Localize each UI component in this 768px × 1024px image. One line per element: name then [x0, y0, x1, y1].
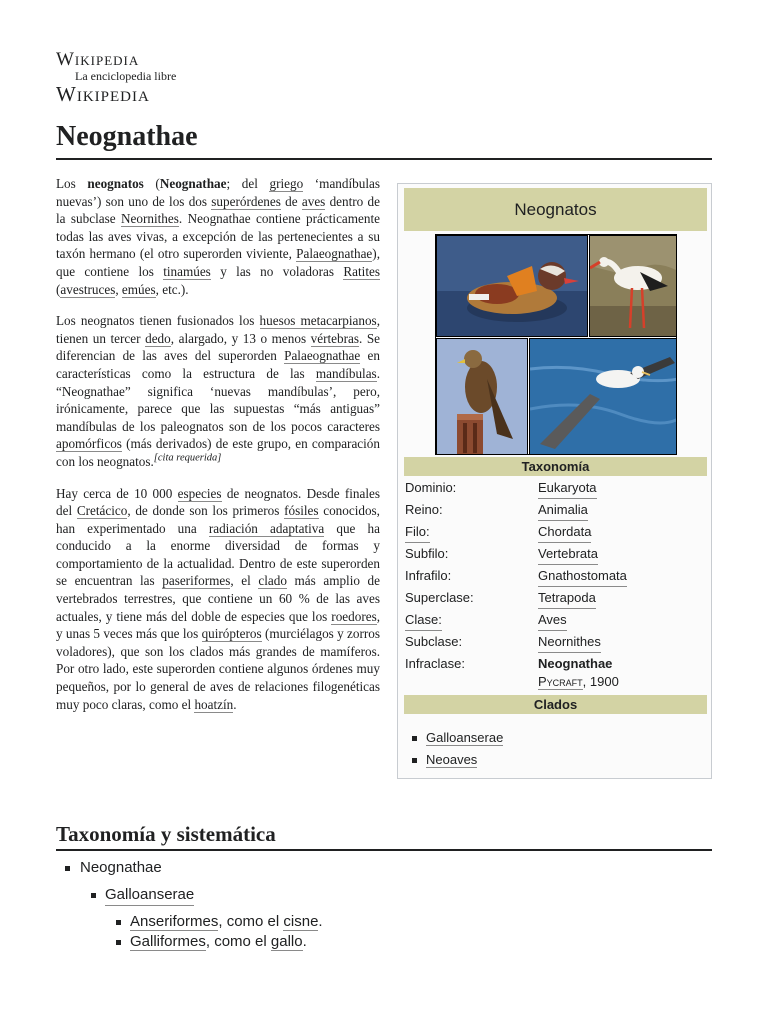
list-item	[412, 750, 503, 770]
taxobox	[397, 183, 712, 779]
taxonomy-value-link[interactable]: Chordata	[538, 522, 591, 543]
bullet-icon	[65, 866, 70, 871]
text-run: Hay cerca de 10 000	[56, 485, 178, 501]
text-run: , y unas 5 veces más que los	[56, 608, 380, 642]
article-link[interactable]: radiación adaptativa	[208, 520, 325, 536]
bullet-icon	[116, 940, 121, 945]
taxonomy-header: Taxonomía	[404, 457, 707, 476]
taxonomy-key: Subfilo:	[405, 546, 449, 561]
paragraph-intro	[56, 175, 380, 298]
taxonomy-value-link[interactable]: Neornithes	[538, 632, 601, 653]
text-run: ,	[115, 281, 122, 297]
text-run: , el	[230, 573, 259, 589]
mandarin-duck-photo	[436, 235, 588, 337]
taxonomy-value-link[interactable]: Animalia	[538, 500, 588, 521]
text-run: de	[280, 193, 302, 209]
article-link[interactable]: especies	[177, 485, 222, 501]
text-run: más amplio de vertebrados terrestres, que contiene un 60 % de las aves actuales, y tiene más del doble de especies que los	[56, 573, 380, 624]
text-run: y las no voladoras	[210, 263, 344, 279]
article-link[interactable]: aves	[301, 193, 326, 209]
article-link[interactable]: Neornithes	[121, 211, 179, 227]
bullet-icon	[91, 893, 96, 898]
authority-year: , 1900	[582, 674, 619, 689]
taxonomy-key: Subclase:	[405, 634, 463, 649]
text-run: ), que contiene los	[56, 246, 380, 279]
text-run: dentro de la subclase	[56, 193, 380, 227]
paragraph-anatomy	[56, 312, 380, 470]
clades-header: Clados	[404, 695, 707, 714]
example-link[interactable]: gallo	[270, 933, 303, 950]
article-link[interactable]: superórdenes	[211, 193, 281, 209]
article-link[interactable]: vértebras	[310, 330, 359, 346]
wikipedia-logo[interactable]	[56, 50, 206, 105]
text-run: . Se diferencian de las aves del superorden	[56, 330, 381, 364]
order-link[interactable]: Galliformes	[130, 933, 206, 950]
article-link[interactable]: quirópteros	[201, 626, 262, 642]
text-run: Los neognatos tienen fusionados los	[56, 313, 260, 329]
text-run: ; del	[226, 176, 270, 191]
text-run: conocidos, han experimentado una	[56, 503, 380, 536]
article-link[interactable]: griego	[269, 176, 304, 191]
article-link[interactable]: Ratites	[343, 263, 380, 279]
tree-child-link[interactable]: Galloanserae	[105, 885, 194, 906]
bold-term: Neognathae	[159, 176, 227, 191]
article-link[interactable]: dedo	[145, 330, 171, 346]
kite-photo	[436, 338, 528, 455]
bullet-icon	[116, 920, 121, 925]
text-run: ‘mandíbulas nuevas’) son uno de los dos	[56, 176, 380, 209]
taxonomy-row	[405, 588, 707, 608]
text-run: (	[143, 176, 160, 191]
article-link[interactable]: hoatzín	[194, 696, 234, 712]
paragraph-diversity	[56, 485, 380, 714]
authority-link[interactable]: Pycraft	[538, 674, 583, 689]
article-body	[56, 175, 380, 727]
tree-item-galliformes: Galliformes, como el gallo.	[130, 933, 307, 950]
taxonomy-key: Infrafilo:	[405, 568, 452, 583]
list-item	[412, 728, 503, 748]
text-run: que ha conducido a la enorme diversidad de formas y comportamiento de la actualidad. Dentro de este superorden se encuentran las	[56, 520, 380, 589]
taxonomy-row	[405, 610, 707, 630]
taxonomy-key: Superclase:	[405, 590, 474, 605]
order-link[interactable]: Anseriformes	[130, 913, 219, 930]
article-link[interactable]: tinamúes	[163, 263, 211, 279]
taxonomy-key: Dominio:	[405, 480, 457, 495]
article-link[interactable]: fósiles	[284, 503, 319, 519]
text-run: .	[233, 696, 237, 712]
text-run: , tienen un tercer	[56, 313, 380, 346]
article-link[interactable]: paseriformes	[162, 573, 231, 589]
page-title: Neognathae	[56, 118, 712, 160]
article-link[interactable]: Palaeognathae	[296, 246, 373, 262]
clades-list	[412, 728, 503, 772]
text-run: , alargado, y 13 o menos	[170, 330, 311, 346]
taxobox-title: Neognatos	[404, 188, 707, 231]
taxonomy-key: Infraclase:	[405, 656, 465, 671]
example-link[interactable]: cisne	[283, 913, 319, 930]
taxonomy-row	[405, 478, 707, 498]
text-run: , de donde son los primeros	[127, 503, 285, 519]
text-run: en características como la estructura de las	[56, 348, 380, 381]
logo-wordmark-top: Wikipedia	[56, 49, 140, 70]
text-run: de neognatos. Desde finales del	[56, 485, 380, 519]
taxonomy-authority	[405, 672, 707, 692]
tree-item-anseriformes: Anseriformes, como el cisne.	[130, 913, 323, 930]
taxonomy-key[interactable]: Clase:	[405, 610, 442, 631]
text-run: Los	[56, 176, 88, 191]
text-run: (murciélagos y zorros voladores), que son los clados más grandes de mamíferos. Por otro lado, este superorden contiene algunos órdenes muy pequeños, por lo general de aves de relaciones filogenéticas muy poco claras, como el	[56, 626, 380, 712]
taxonomy-value-link[interactable]: Tetrapoda	[538, 588, 596, 609]
citation-needed[interactable]: [cita requerida]	[153, 452, 222, 464]
albatross-photo	[529, 338, 677, 455]
taxonomy-row	[405, 544, 707, 564]
taxonomy-key[interactable]: Filo:	[405, 522, 430, 543]
taxonomy-row	[405, 522, 707, 542]
clade-link[interactable]: Galloanserae	[426, 730, 504, 745]
tree-root: Neognathae	[80, 859, 162, 876]
article-link[interactable]: Palaeognathae	[284, 348, 361, 364]
taxonomy-row	[405, 566, 707, 586]
taxonomy-value-link[interactable]: Gnathostomata	[538, 566, 627, 587]
article-link[interactable]: roedores	[331, 608, 377, 624]
taxonomy-value-link[interactable]: Eukaryota	[538, 478, 597, 499]
bold-term: neognatos	[87, 176, 144, 191]
text-run: . “Neognathae” significa ‘nuevas mandíbulas’, pero, irónicamente, parece que las supuestas “más antiguas” mandíbulas de los paleognatos son de los pocos caracteres	[56, 365, 380, 434]
text-run: . Neognathae contiene prácticamente todas las aves vivas, a excepción de las pertenecientes a su taxón hermano (el otro superorden viviente,	[56, 211, 380, 262]
stork-photo	[589, 235, 677, 337]
taxonomy-row	[405, 500, 707, 520]
article-link[interactable]: Cretácico	[76, 503, 128, 519]
article-link[interactable]: huesos metacarpianos	[259, 313, 377, 329]
taxonomy-row	[405, 632, 707, 652]
taxonomy-key: Reino:	[405, 502, 443, 517]
logo-tagline: La enciclopedia libre	[75, 69, 177, 83]
section-heading: Taxonomía y sistemática	[56, 820, 712, 851]
logo-wordmark-bottom: Wikipedia	[56, 82, 150, 106]
bird-photo-montage[interactable]	[435, 234, 677, 455]
taxonomy-value-link[interactable]: Vertebrata	[538, 544, 598, 565]
taxonomy-value: Neognathae	[538, 656, 613, 671]
article-link[interactable]: avestruces	[60, 281, 116, 297]
text-run: (más derivados) de este grupo, en comparación con los neognatos.	[56, 436, 380, 469]
taxonomy-row-infraclass	[405, 654, 707, 674]
taxonomy-value-link[interactable]: Aves	[538, 610, 567, 631]
clade-link[interactable]: Neoaves	[426, 752, 478, 767]
text-run: (	[56, 281, 61, 297]
article-link[interactable]: mandíbulas	[315, 365, 377, 381]
text-run: , etc.).	[155, 281, 189, 297]
article-link[interactable]: clado	[258, 573, 287, 589]
article-link[interactable]: apomórficos	[56, 436, 122, 452]
article-link[interactable]: emúes	[121, 281, 156, 297]
